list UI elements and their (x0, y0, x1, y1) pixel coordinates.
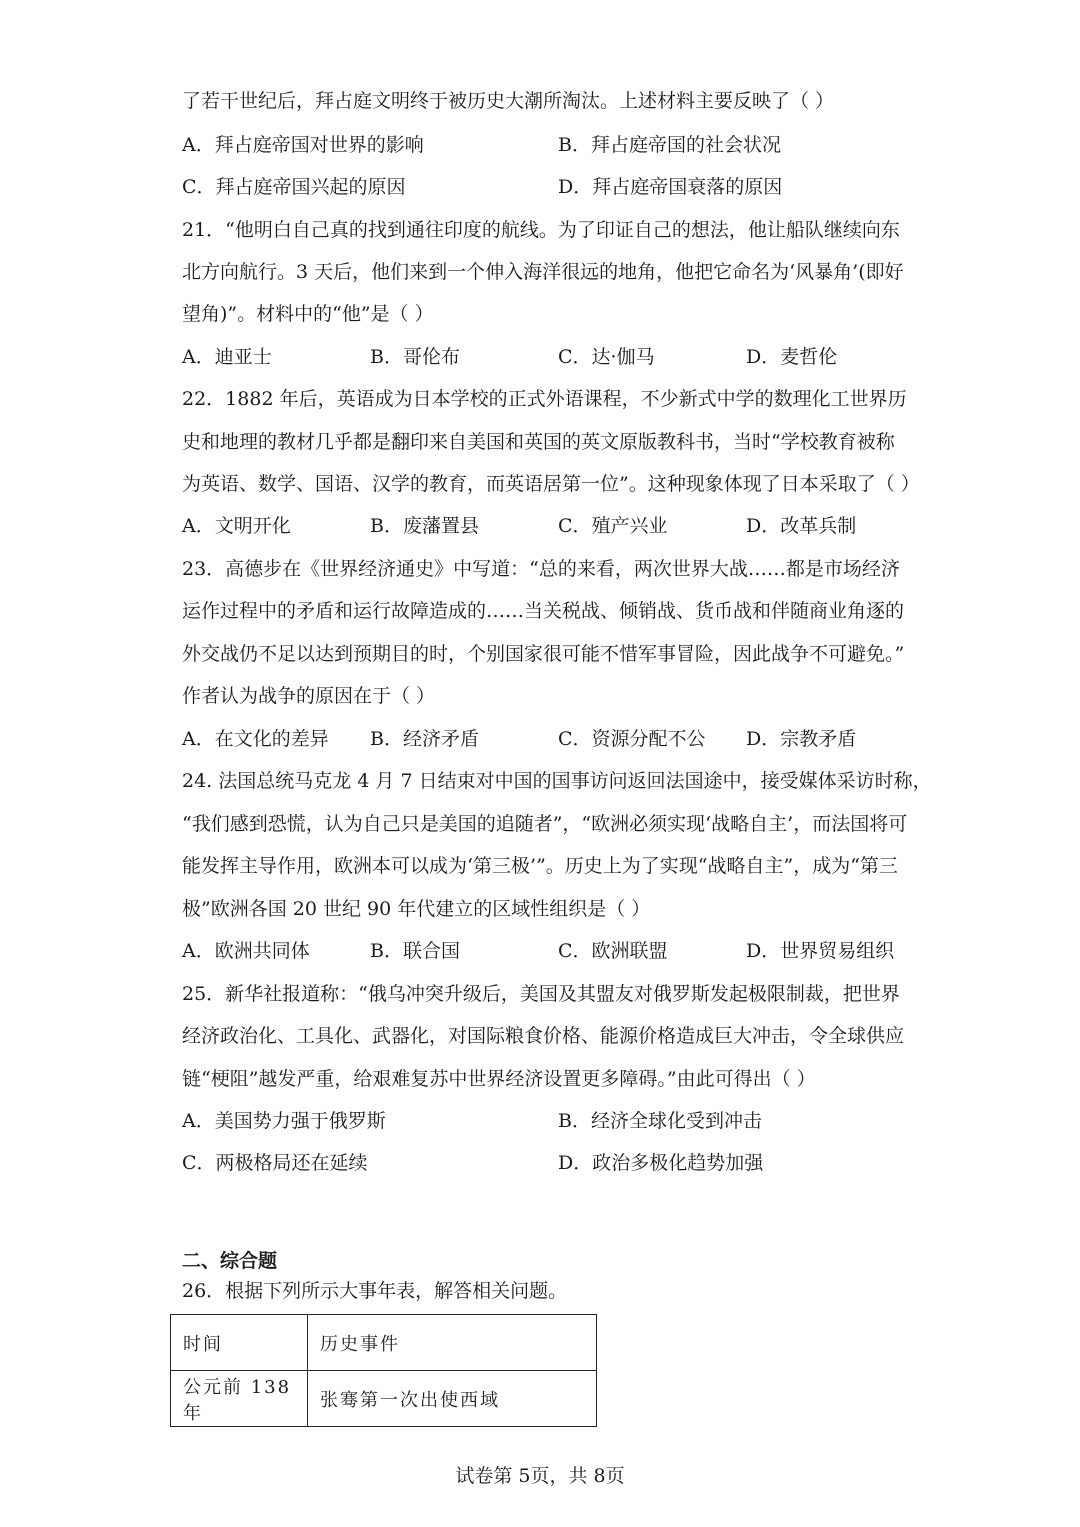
q21-line-3: 望角)”。材料中的“他”是（ ） (182, 303, 434, 325)
q25-line-2: 经济政治化、工具化、武器化，对国际粮食价格、能源价格造成巨大冲击，令全球供应 (182, 1025, 905, 1047)
q24-line-2: “我们感到恐慌，认为自己只是美国的追随者”，“欧洲必须实现‘战略自主’，而法国将可 (182, 813, 908, 835)
q24-option-c: C．欧洲联盟 (558, 940, 668, 962)
q20-option-a: A．拜占庭帝国对世界的影响 (182, 134, 424, 156)
table-header-row (171, 1315, 597, 1371)
q22-option-a: A．文明开化 (182, 515, 291, 537)
q22-line-2: 史和地理的教材几乎都是翻印来自美国和英国的英文原版教科书，当时“学校教育被称 (182, 431, 895, 453)
q21-line-2: 北方向航行。3 天后，他们来到一个伸入海洋很远的地角，他把它命名为‘风暴角’(即好 (182, 261, 904, 283)
table-header-event: 历史事件 (308, 1315, 597, 1371)
q22-option-b: B．废藩置县 (370, 515, 479, 537)
timeline-table (170, 1314, 597, 1427)
q21-option-d: D．麦哲伦 (746, 346, 838, 368)
q21-option-a: A．迪亚士 (182, 346, 272, 368)
q25-option-c: C．两极格局还在延续 (182, 1152, 368, 1174)
q23-option-b: B．经济矛盾 (370, 728, 479, 750)
q21-line-1: 21．“他明白自己真的找到通往印度的航线。为了印证自己的想法，他让船队继续向东 (182, 219, 900, 241)
q23-line-4: 作者认为战争的原因在于（ ） (182, 685, 436, 707)
q25-option-a: A．美国势力强于俄罗斯 (182, 1110, 386, 1132)
q25-option-b: B．经济全球化受到冲击 (558, 1110, 762, 1132)
q20-option-d: D．拜占庭帝国衰落的原因 (558, 176, 783, 198)
q20-option-b: B．拜占庭帝国的社会状况 (558, 134, 781, 156)
q23-option-d: D．宗教矛盾 (746, 728, 857, 750)
table-row (171, 1371, 597, 1427)
q24-option-b: B．联合国 (370, 940, 460, 962)
q24-line-1: 24. 法国总统马克龙 4 月 7 日结束对中国的国事访问返回法国途中，接受媒体采访时称， (182, 770, 932, 792)
q22-option-d: D．改革兵制 (746, 515, 857, 537)
q20-stem: 了若干世纪后，拜占庭文明终于被历史大潮所淘汰。上述材料主要反映了（ ） (182, 90, 835, 112)
q23-line-1: 23．高德步在《世界经济通史》中写道：“总的来看，两次世界大战……都是市场经济 (182, 558, 900, 580)
q22-line-1: 22．1882 年后，英语成为日本学校的正式外语课程，不少新式中学的数理化工世界历 (182, 388, 907, 410)
q23-option-c: C．资源分配不公 (558, 728, 706, 750)
section-title: 二、综合题 (182, 1250, 278, 1272)
q23-line-2: 运作过程中的矛盾和运行故障造成的……当关税战、倾销战、货币战和伴随商业角逐的 (182, 600, 905, 622)
q21-option-b: B．哥伦布 (370, 346, 460, 368)
q24-option-d: D．世界贸易组织 (746, 940, 895, 962)
q23-line-3: 外交战仍不足以达到预期目的时，个别国家很可能不惜军事冒险，因此战争不可避免。” (182, 643, 905, 665)
q22-option-c: C．殖产兴业 (558, 515, 668, 537)
q24-option-a: A．欧洲共同体 (182, 940, 310, 962)
q24-line-4: 极”欧洲各国 20 世纪 90 年代建立的区域性组织是（ ） (182, 898, 651, 920)
table-header-time: 时间 (171, 1315, 308, 1371)
q25-option-d: D．政治多极化趋势加强 (558, 1152, 764, 1174)
q22-line-3: 为英语、数学、国语、汉学的教育，而英语居第一位”。这种现象体现了日本采取了（ ） (182, 473, 920, 495)
page-footer: 试卷第 5页，共 8页 (455, 1465, 625, 1487)
q24-line-3: 能发挥主导作用，欧洲本可以成为‘第三极’”。历史上为了实现“战略自主”，成为“第三 (182, 855, 898, 877)
q26-stem: 26．根据下列所示大事年表，解答相关问题。 (182, 1280, 568, 1302)
q23-option-a: A．在文化的差异 (182, 728, 329, 750)
table-cell-event: 张骞第一次出使西域 (308, 1371, 597, 1427)
q25-line-1: 25．新华社报道称：“俄乌冲突升级后，美国及其盟友对俄罗斯发起极限制裁，把世界 (182, 983, 900, 1005)
table-cell-time: 公元前 138 年 (171, 1371, 308, 1427)
q21-option-c: C．达·伽马 (558, 346, 655, 368)
q25-line-3: 链“梗阻”越发严重，给艰难复苏中世界经济设置更多障碍。”由此可得出（ ） (182, 1068, 816, 1090)
q20-option-c: C．拜占庭帝国兴起的原因 (182, 176, 406, 198)
